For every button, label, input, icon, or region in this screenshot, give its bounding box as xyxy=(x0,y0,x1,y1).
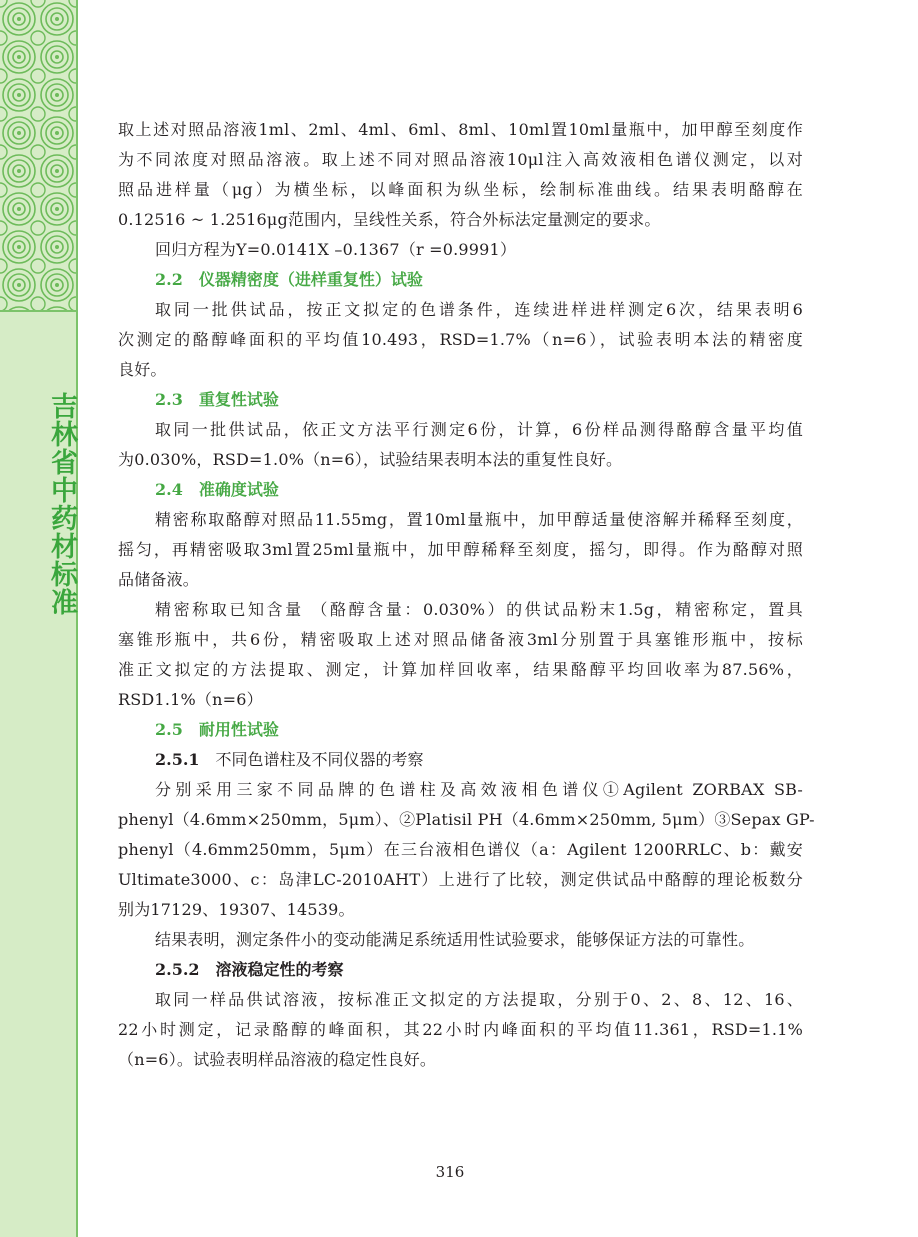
section-title: 溶液稳定性的考察 xyxy=(215,960,344,979)
paragraph-line: 回归方程为Y=0.0141X –0.1367（r =0.9991） xyxy=(155,240,517,259)
section-heading-2-2 xyxy=(118,265,803,295)
section-number: 2.4 xyxy=(155,480,183,499)
paragraph-line: 良好。 xyxy=(118,360,167,379)
paragraph-line: （n=6）。试验表明样品溶液的稳定性良好。 xyxy=(118,1050,437,1069)
paragraph-line: 塞锥形瓶中，共6份，精密吸取上述对照品储备液3ml分别置于具塞锥形瓶中，按标 xyxy=(118,630,803,649)
paragraph-line: Ultimate3000、c：岛津LC-2010AHT）上进行了比较，测定供试品中酪醇的理论板数分 xyxy=(118,870,803,889)
section-title: 耐用性试验 xyxy=(198,720,279,739)
paragraph-line: 别为17129、19307、14539。 xyxy=(118,900,355,919)
section-heading-2-4 xyxy=(118,475,803,505)
section-title: 仪器精密度（进样重复性）试验 xyxy=(198,270,423,289)
paragraph-line: 0.12516 ~ 1.2516μg范围内，呈线性关系，符合外标法定量测定的要求。 xyxy=(118,210,661,229)
paragraph-line: 品储备液。 xyxy=(118,570,200,589)
section-title: 不同色谱柱及不同仪器的考察 xyxy=(215,750,424,769)
document-body xyxy=(118,115,815,1075)
paragraph-line: 次测定的酪醇峰面积的平均值10.493，RSD=1.7%（n=6），试验表明本法的精密度 xyxy=(118,330,803,349)
subsection-heading-2-5-1 xyxy=(118,745,803,775)
section-title: 准确度试验 xyxy=(198,480,279,499)
paragraph-line: phenyl（4.6mm×250mm，5μm）、②Platisil PH（4.6mm×250mm, 5μm）③Sepax GP- xyxy=(118,810,815,829)
decorative-pattern xyxy=(0,0,76,312)
paragraph-line: phenyl（4.6mm250mm，5μm）在三台液相色谱仪（a：Agilent 1200RRLC、b：戴安 xyxy=(118,840,803,859)
paragraph-line: 取同一样品供试溶液，按标准正文拟定的方法提取，分别于0、2、8、12、16、 xyxy=(155,990,803,1009)
sidebar xyxy=(0,0,78,1237)
section-number: 2.3 xyxy=(155,390,183,409)
section-heading-2-5 xyxy=(118,715,803,745)
paragraph-line: 为不同浓度对照品溶液。取上述不同对照品溶液10μl注入高效液相色谱仪测定，以对 xyxy=(118,150,803,169)
sidebar-title: 吉林省中药材标准 xyxy=(46,392,77,616)
subsection-heading-2-5-2 xyxy=(118,955,803,985)
paragraph-line: 取同一批供试品，按正文拟定的色谱条件，连续进样进样测定6次，结果表明6 xyxy=(155,300,803,319)
section-number: 2.5 xyxy=(155,720,183,739)
paragraph-line: 准正文拟定的方法提取、测定，计算加样回收率，结果酪醇平均回收率为87.56%， xyxy=(118,660,803,679)
paragraph-line: 为0.030%，RSD=1.0%（n=6），试验结果表明本法的重复性良好。 xyxy=(118,450,623,469)
paragraph-line: 22小时测定，记录酪醇的峰面积，其22小时内峰面积的平均值11.361，RSD=1.1% xyxy=(118,1020,803,1039)
page-number: 316 xyxy=(435,1163,465,1181)
paragraph-line: 结果表明，测定条件小的变动能满足系统适用性试验要求，能够保证方法的可靠性。 xyxy=(155,930,755,949)
paragraph-line: 精密称取酪醇对照品11.55mg，置10ml量瓶中，加甲醇适量使溶解并稀释至刻度， xyxy=(155,510,803,529)
paragraph-line: 精密称取已知含量 （酪醇含量：0.030%）的供试品粉末1.5g，精密称定，置具 xyxy=(155,600,803,619)
paragraph-line: 取同一批供试品，依正文方法平行测定6份，计算，6份样品测得酪醇含量平均值 xyxy=(155,420,803,439)
paragraph-line: 照品进样量（μg）为横坐标，以峰面积为纵坐标，绘制标准曲线。结果表明酪醇在 xyxy=(118,180,803,199)
section-heading-2-3 xyxy=(118,385,803,415)
section-number: 2.2 xyxy=(155,270,183,289)
section-number: 2.5.2 xyxy=(155,960,200,979)
section-title: 重复性试验 xyxy=(198,390,279,409)
paragraph-line: RSD1.1%（n=6） xyxy=(118,690,263,709)
paragraph-line: 取上述对照品溶液1ml、2ml、4ml、6ml、8ml、10ml置10ml量瓶中，加甲醇至刻度作 xyxy=(118,120,803,139)
paragraph-line: 分别采用三家不同品牌的色谱柱及高效液相色谱仪①Agilent ZORBAX SB- xyxy=(155,780,803,799)
paragraph-line: 摇匀，再精密吸取3ml置25ml量瓶中，加甲醇稀释至刻度，摇匀，即得。作为酪醇对照 xyxy=(118,540,803,559)
section-number: 2.5.1 xyxy=(155,750,200,769)
